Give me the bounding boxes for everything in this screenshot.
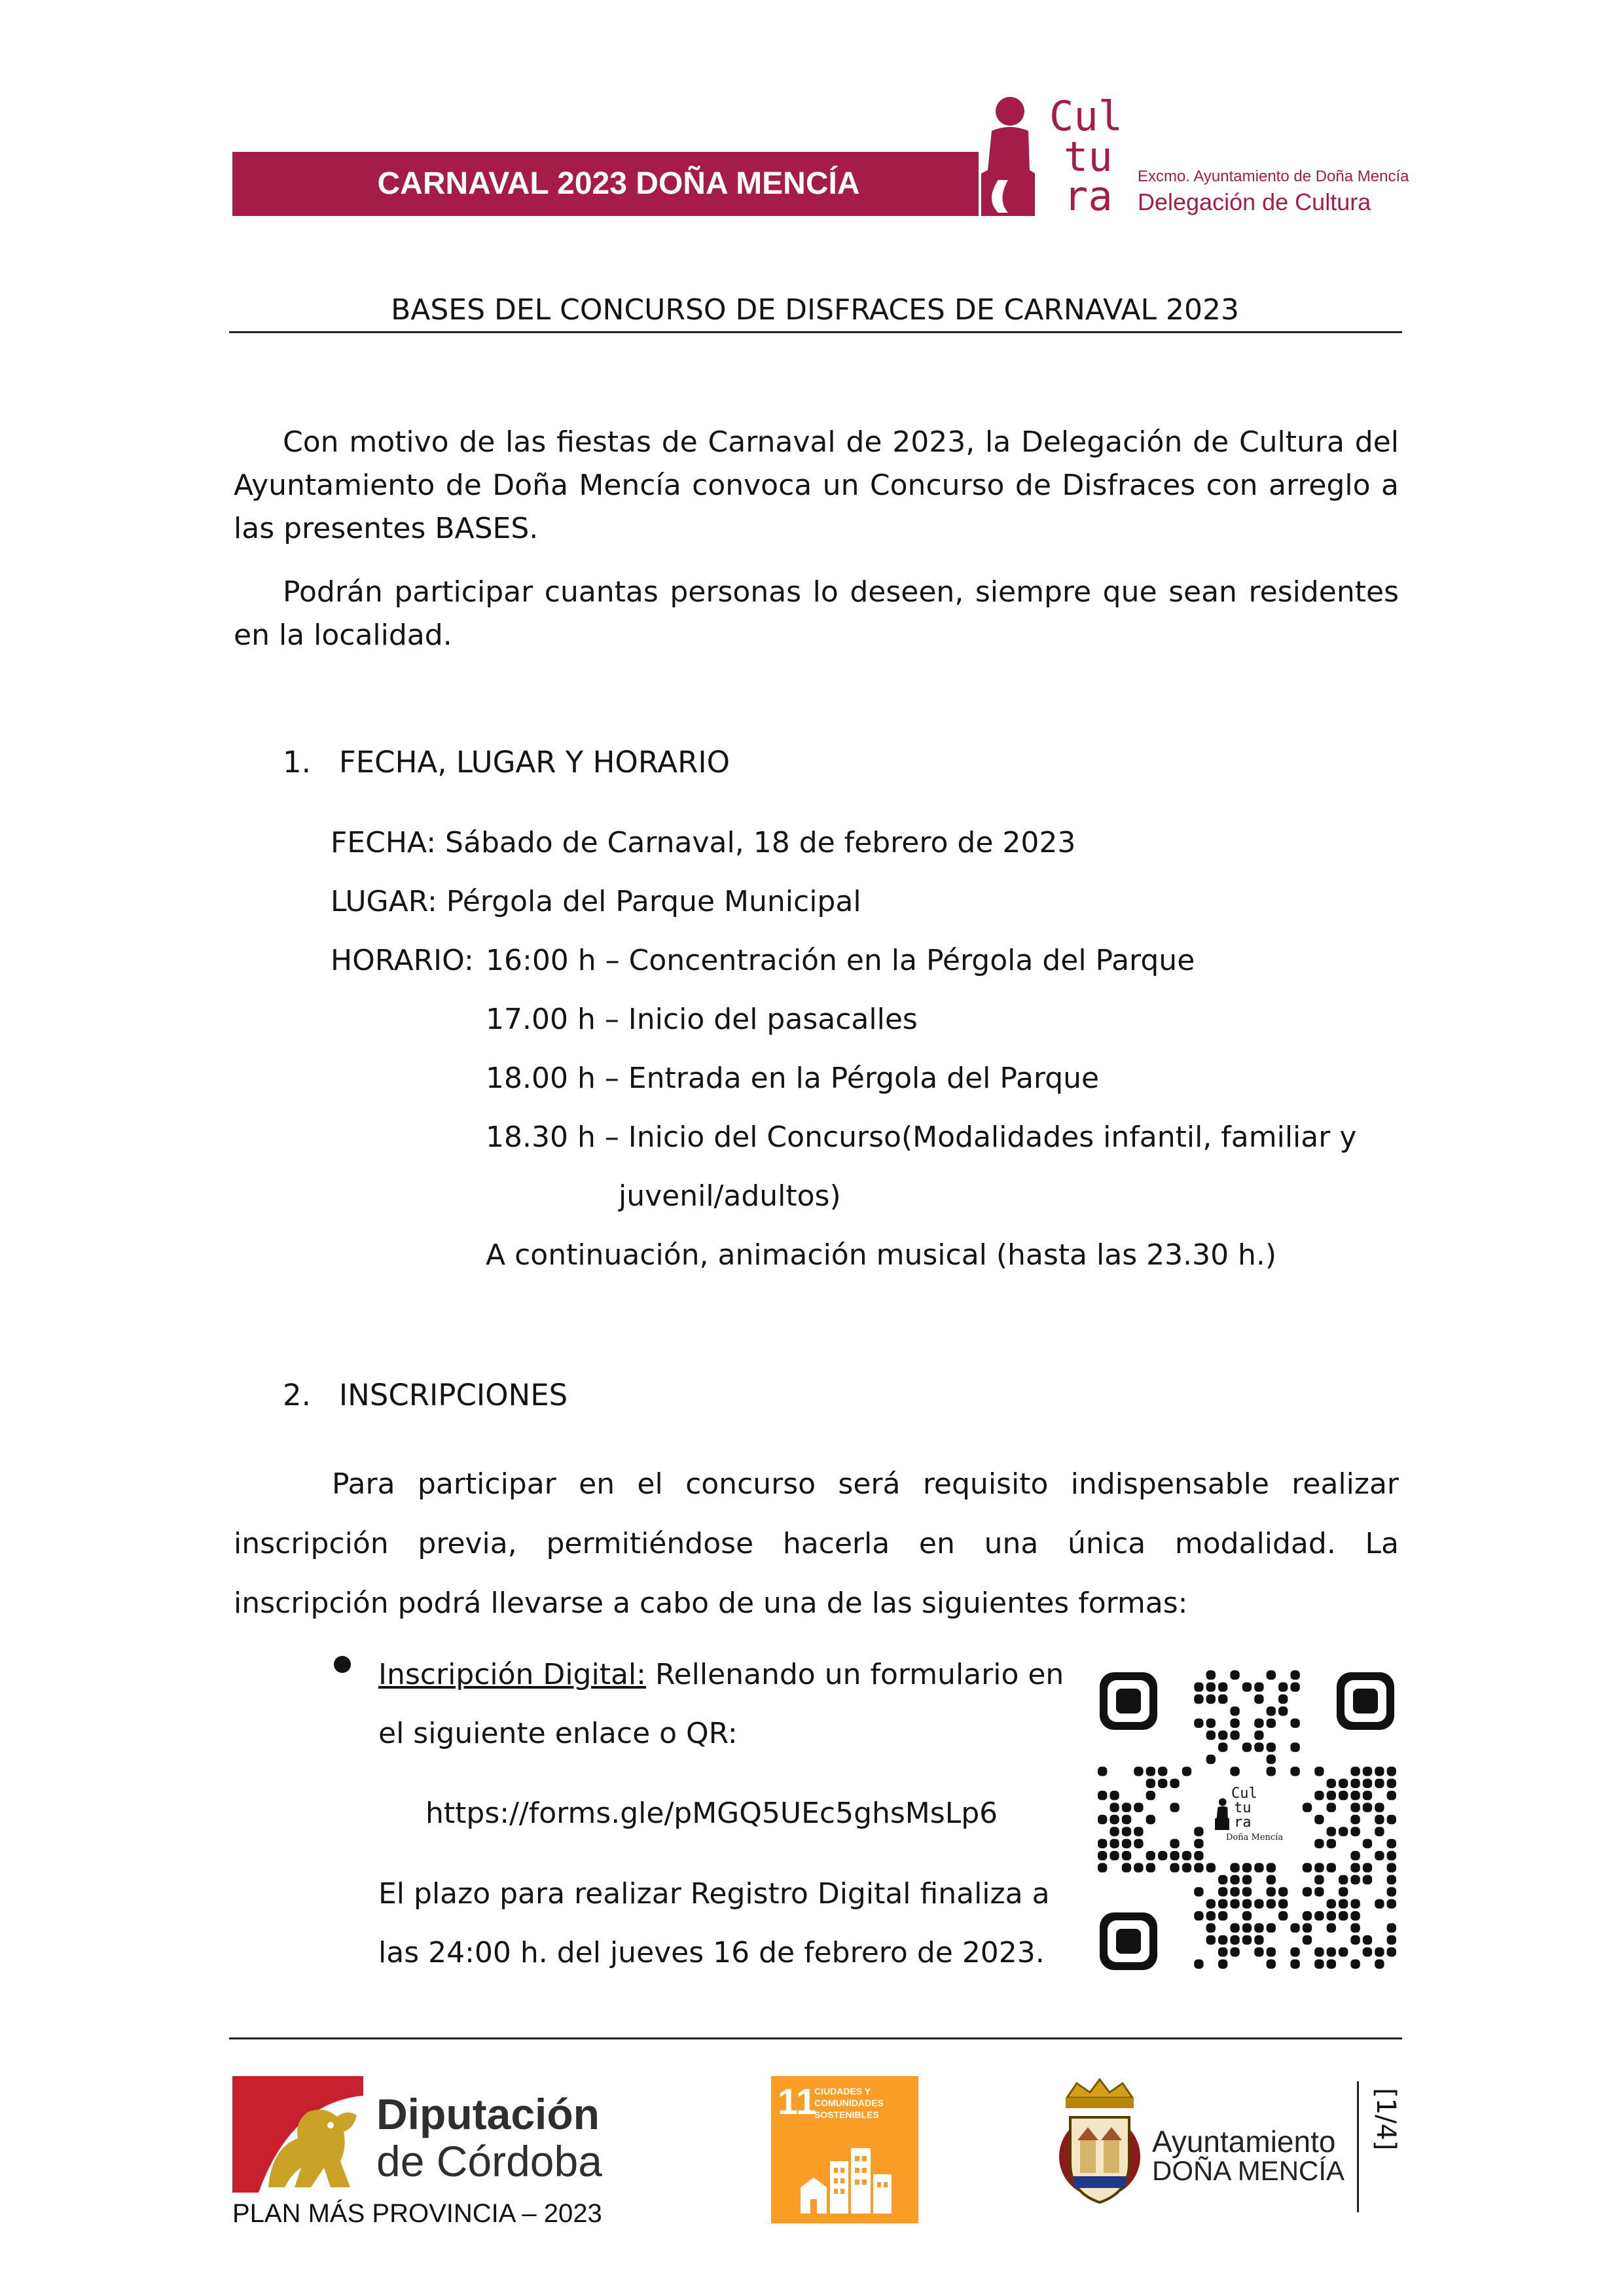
qr-module (1134, 1839, 1143, 1848)
qr-module (1267, 1670, 1276, 1679)
qr-module (1290, 1682, 1299, 1691)
page-number: [1/4] (1371, 2088, 1401, 2151)
qr-module (1122, 1803, 1131, 1812)
horario-item: 17.00 h – Inicio del pasacalles (486, 1003, 918, 1036)
document-title: BASES DEL CONCURSO DE DISFRACES DE CARNAVAL 2023 (391, 293, 1239, 327)
qr-module (1387, 1791, 1396, 1800)
qr-module (1182, 1767, 1191, 1776)
qr-module (1350, 1911, 1360, 1920)
city-buildings-icon (797, 2142, 895, 2214)
qr-module (1363, 1791, 1372, 1800)
qr-logo-sub: Doña Mencía (1226, 1833, 1284, 1842)
qr-module (1254, 1947, 1263, 1956)
horario-item: 18.30 h – Inicio del Concurso(Modalidades infantil, familiar y (486, 1121, 1357, 1154)
qr-module (1290, 1719, 1299, 1728)
qr-module (1314, 1815, 1324, 1824)
qr-module (1350, 1767, 1360, 1776)
qr-module (1350, 1779, 1360, 1788)
qr-module (1339, 1899, 1348, 1909)
bullet-dot (334, 1656, 351, 1673)
qr-module (1327, 1827, 1336, 1836)
qr-module (1267, 1875, 1276, 1884)
qr-module (1278, 1695, 1288, 1704)
qr-module (1375, 1899, 1384, 1909)
qr-module (1339, 1875, 1348, 1884)
qr-module (1267, 1887, 1276, 1896)
qr-logo-l1: Cul (1231, 1785, 1257, 1802)
inscripcion-digital-label: Inscripción Digital: (378, 1658, 646, 1691)
qr-module (1146, 1791, 1155, 1800)
qr-logo-l2: tu (1234, 1800, 1252, 1816)
qr-module (1242, 1887, 1252, 1896)
qr-module (1206, 1719, 1216, 1728)
qr-module (1303, 1803, 1312, 1812)
horario-item: 18.00 h – Entrada en la Pérgola del Parque (486, 1062, 1100, 1095)
qr-module (1327, 1911, 1336, 1920)
qr-module (1387, 1839, 1396, 1848)
qr-module (1170, 1863, 1179, 1872)
qr-module (1387, 1923, 1396, 1932)
qr-module (1194, 1911, 1203, 1920)
qr-module (1350, 1923, 1360, 1932)
cultura-figure-icon (979, 92, 1038, 223)
ayuntamiento-logo (1054, 2078, 1345, 2229)
qr-module (1375, 1803, 1384, 1812)
qr-module (1267, 1742, 1276, 1751)
qr-module (1110, 1803, 1119, 1812)
qr-module (1230, 1887, 1239, 1896)
qr-module (1350, 1791, 1360, 1800)
qr-module (1387, 1767, 1396, 1776)
qr-module (1098, 1851, 1107, 1860)
qr-module (1267, 1767, 1276, 1776)
qr-module (1134, 1827, 1143, 1836)
qr-module (1110, 1791, 1119, 1800)
fecha-value: : Sábado de Carnaval, 18 de febrero de 2023 (426, 826, 1076, 859)
qr-module (1098, 1815, 1107, 1824)
qr-module (1194, 1960, 1203, 1969)
qr-module (1290, 1742, 1299, 1751)
qr-module (1110, 1839, 1119, 1848)
qr-module (1375, 1947, 1384, 1956)
logo-word-1: Cul (1049, 92, 1123, 140)
qr-module (1242, 1923, 1252, 1932)
qr-module (1134, 1863, 1143, 1872)
qr-module (1110, 1851, 1119, 1860)
qr-module (1387, 1899, 1396, 1909)
qr-module (1267, 1923, 1276, 1932)
qr-module (1254, 1695, 1263, 1704)
qr-module (1146, 1815, 1155, 1824)
qr-module (1278, 1706, 1288, 1715)
qr-module (1254, 1742, 1263, 1751)
qr-module (1375, 1960, 1384, 1969)
qr-module (1158, 1767, 1167, 1776)
qr-module (1375, 1827, 1384, 1836)
qr-module (1327, 1791, 1336, 1800)
qr-module (1387, 1863, 1396, 1872)
plan-mas-provincia: PLAN MÁS PROVINCIA – 2023 (232, 2199, 602, 2228)
qr-module (1254, 1719, 1263, 1728)
qr-module (1327, 1960, 1336, 1969)
qr-module (1158, 1851, 1167, 1860)
qr-module (1327, 1839, 1336, 1848)
lugar-label: LUGAR (331, 885, 427, 918)
ayuntamiento-line1: Ayuntamiento (1152, 2125, 1336, 2159)
qr-module (1194, 1851, 1203, 1860)
qr-module (1387, 1779, 1396, 1788)
horario-item: A continuación, animación musical (hasta las 23.30 h.) (486, 1238, 1277, 1272)
qr-module (1218, 1742, 1227, 1751)
qr-module (1218, 1682, 1227, 1691)
qr-module (1230, 1719, 1239, 1728)
qr-module (1387, 1815, 1396, 1824)
qr-module (1170, 1839, 1179, 1848)
bullet-line-1 (378, 1658, 1064, 1691)
qr-module (1303, 1923, 1312, 1932)
qr-module (1218, 1911, 1227, 1920)
logo-word-3: ra (1064, 172, 1113, 220)
qr-module (1230, 1899, 1239, 1909)
qr-module (1206, 1682, 1216, 1691)
qr-module (1387, 1875, 1396, 1884)
qr-module (1327, 1923, 1336, 1932)
qr-module (1242, 1682, 1252, 1691)
qr-module (1218, 1899, 1227, 1909)
qr-module (1206, 1670, 1216, 1679)
cultura-logo (979, 92, 1409, 223)
qr-module (1206, 1899, 1216, 1909)
qr-module (1363, 1947, 1372, 1956)
qr-module (1267, 1960, 1276, 1969)
sdg-text-line: COMUNIDADES (814, 2098, 884, 2108)
qr-module (1206, 1935, 1216, 1945)
qr-module (1170, 1803, 1179, 1812)
qr-module (1375, 1815, 1384, 1824)
qr-module (1350, 1851, 1360, 1860)
qr-module (1242, 1911, 1252, 1920)
qr-module (1314, 1911, 1324, 1920)
qr-module (1230, 1935, 1239, 1945)
qr-module (1290, 1923, 1299, 1932)
qr-module (1278, 1911, 1288, 1920)
qr-module (1146, 1851, 1155, 1860)
qr-module (1387, 1947, 1396, 1956)
qr-module (1230, 1875, 1239, 1884)
diputacion-line1: Diputación (376, 2090, 600, 2138)
qr-logo-l3: ra (1234, 1814, 1252, 1831)
qr-finder-bottom-left (1100, 1912, 1157, 1970)
sdg-number: 11 (778, 2081, 817, 2122)
qr-module (1134, 1803, 1143, 1812)
qr-module (1327, 1947, 1336, 1956)
qr-module (1350, 1803, 1360, 1812)
qr-module (1254, 1731, 1263, 1740)
intro-paragraph-1 (234, 421, 1399, 550)
qr-module (1218, 1875, 1227, 1884)
inscripciones-paragraph (234, 1454, 1399, 1633)
qr-module (1303, 1935, 1312, 1945)
qr-finder-top-right (1337, 1672, 1394, 1730)
qr-module (1230, 1706, 1239, 1715)
qr-module (1122, 1851, 1131, 1860)
sdg-text-line: CIUDADES Y (814, 2086, 871, 2096)
qr-module (1267, 1706, 1276, 1715)
qr-module (1375, 1767, 1384, 1776)
sdg-text-line: SOSTENIBLES (814, 2109, 879, 2120)
qr-module (1218, 1731, 1227, 1740)
qr-module (1339, 1779, 1348, 1788)
qr-module (1194, 1887, 1203, 1896)
qr-module (1110, 1815, 1119, 1824)
qr-module (1242, 1863, 1252, 1872)
qr-module (1363, 1767, 1372, 1776)
fecha-line (331, 826, 1075, 859)
qr-module (1206, 1911, 1216, 1920)
qr-module (1158, 1779, 1167, 1788)
qr-module (1230, 1947, 1239, 1956)
qr-module (1218, 1960, 1227, 1969)
ayuntamiento-line2: DOÑA MENCÍA (1152, 2155, 1345, 2186)
qr-module (1230, 1863, 1239, 1872)
qr-module (1206, 1695, 1216, 1704)
qr-module (1267, 1755, 1276, 1764)
section-1-heading: 1. FECHA, LUGAR Y HORARIO (283, 745, 731, 780)
cultura-figure-icon (1214, 1796, 1230, 1833)
qr-module (1122, 1839, 1131, 1848)
qr-module (1350, 1815, 1360, 1824)
qr-module (1363, 1839, 1372, 1848)
horario-label: HORARIO: (331, 944, 474, 977)
qr-module (1350, 1875, 1360, 1884)
qr-module (1314, 1960, 1324, 1969)
logo-word-2: tu (1064, 133, 1113, 181)
diputacion-line2: de Córdoba (376, 2137, 602, 2185)
qr-module (1218, 1935, 1227, 1945)
qr-module (1290, 1947, 1299, 1956)
qr-module (1375, 1851, 1384, 1860)
qr-module (1290, 1767, 1299, 1776)
sdg-11-badge (771, 2076, 918, 2223)
qr-module (1375, 1779, 1384, 1788)
qr-module (1170, 1851, 1179, 1860)
qr-module (1387, 1887, 1396, 1896)
qr-module (1170, 1779, 1179, 1788)
horario-item: 16:00 h – Concentración en la Pérgola del Parque (486, 944, 1195, 977)
qr-module (1363, 1935, 1372, 1945)
qr-module (1146, 1767, 1155, 1776)
sdg-text (814, 2085, 884, 2121)
qr-module (1206, 1863, 1216, 1872)
qr-module (1254, 1935, 1263, 1945)
qr-module (1387, 1851, 1396, 1860)
qr-module (1230, 1923, 1239, 1932)
qr-module (1122, 1815, 1131, 1824)
qr-module (1242, 1742, 1252, 1751)
qr-module (1218, 1695, 1227, 1704)
qr-module (1303, 1911, 1312, 1920)
qr-module (1278, 1682, 1288, 1691)
qr-module (1218, 1887, 1227, 1896)
qr-module (1363, 1779, 1372, 1788)
qr-module (1314, 1863, 1324, 1872)
qr-module (1182, 1863, 1191, 1872)
intro-text-2: Podrán participar cuantas personas lo deseen, siempre que sean residentes en la localidad. (234, 575, 1399, 652)
qr-module (1350, 1935, 1360, 1945)
registration-link[interactable]: https://forms.gle/pMGQ5UEc5ghsMsLp6 (425, 1797, 998, 1830)
lugar-line (331, 885, 861, 918)
qr-module (1387, 1935, 1396, 1945)
qr-module (1194, 1863, 1203, 1872)
title-underline (229, 331, 1402, 333)
qr-module (1363, 1803, 1372, 1812)
qr-module (1267, 1947, 1276, 1956)
intro-text-1: Con motivo de las fiestas de Carnaval de 2023, la Delegación de Cultura del Ayuntamiento de Doña Mencía convoca un Concurso de Disfraces con arreglo a las presentes BASES. (234, 425, 1399, 545)
qr-module (1146, 1863, 1155, 1872)
qr-module (1327, 1803, 1336, 1812)
qr-module (1314, 1887, 1324, 1896)
qr-center-logo (1214, 1782, 1293, 1854)
qr-module (1194, 1719, 1203, 1728)
qr-module (1218, 1947, 1227, 1956)
qr-module (1146, 1779, 1155, 1788)
qr-module (1327, 1779, 1336, 1788)
qr-module (1314, 1875, 1324, 1884)
qr-module (1098, 1839, 1107, 1848)
qr-module (1339, 1911, 1348, 1920)
diputacion-logo (232, 2076, 602, 2228)
inscripciones-text: Para participar en el concurso será requisito indispensable realizar inscripción previa, permitiéndose hacerla en una única modalidad. La inscripción podrá llevarse a cabo de una de las siguientes formas: (234, 1467, 1399, 1620)
qr-module (1350, 1899, 1360, 1909)
logo-org: Excmo. Ayuntamiento de Doña Mencía (1138, 168, 1409, 185)
coat-of-arms-icon (1054, 2078, 1146, 2209)
qr-module (1122, 1827, 1131, 1836)
qr-module (1314, 1839, 1324, 1848)
qr-module (1303, 1863, 1312, 1872)
qr-module (1122, 1863, 1131, 1872)
qr-module (1254, 1899, 1263, 1909)
qr-module (1098, 1767, 1107, 1776)
intro-paragraph-2 (234, 571, 1399, 657)
qr-module (1314, 1947, 1324, 1956)
qr-module (1350, 1863, 1360, 1872)
qr-module (1254, 1682, 1263, 1691)
qr-module (1230, 1731, 1239, 1740)
qr-module (1230, 1767, 1239, 1776)
qr-module (1363, 1875, 1372, 1884)
qr-module (1206, 1755, 1216, 1764)
bullet-text-2: el siguiente enlace o QR: (378, 1717, 738, 1750)
qr-module (1339, 1887, 1348, 1896)
qr-module (1327, 1863, 1336, 1872)
qr-module (1098, 1863, 1107, 1872)
qr-module (1194, 1682, 1203, 1691)
deadline-line-2: las 24:00 h. del jueves 16 de febrero de 2023. (378, 1936, 1045, 1969)
qr-module (1363, 1863, 1372, 1872)
qr-module (1339, 1827, 1348, 1836)
qr-module (1182, 1851, 1191, 1860)
qr-finder-top-left (1100, 1672, 1157, 1730)
qr-module (1254, 1923, 1263, 1932)
qr-module (1267, 1899, 1276, 1909)
qr-module (1110, 1827, 1119, 1836)
qr-module (1339, 1791, 1348, 1800)
qr-module (1098, 1791, 1107, 1800)
deadline-line-1: El plazo para realizar Registro Digital finaliza a (378, 1877, 1050, 1910)
qr-module (1314, 1791, 1324, 1800)
qr-module (1267, 1863, 1276, 1872)
qr-module (1134, 1767, 1143, 1776)
qr-module (1206, 1923, 1216, 1932)
bullet-text-1: Rellenando un formulario en (645, 1658, 1064, 1691)
qr-module (1339, 1947, 1348, 1956)
footer-rule (229, 2037, 1402, 2039)
qr-module (1350, 1827, 1360, 1836)
qr-module (1254, 1863, 1263, 1872)
horario-item: juvenil/adultos) (619, 1179, 841, 1213)
qr-module (1278, 1887, 1288, 1896)
qr-code[interactable] (1096, 1669, 1398, 1973)
qr-module (1242, 1875, 1252, 1884)
fecha-label: FECHA (331, 826, 427, 859)
section-2-heading: 2. INSCRIPCIONES (283, 1378, 568, 1412)
qr-module (1242, 1899, 1252, 1909)
footer-vertical-rule (1357, 2081, 1359, 2212)
qr-module (1290, 1670, 1299, 1679)
qr-module (1278, 1899, 1288, 1909)
qr-module (1194, 1695, 1203, 1704)
qr-module (1194, 1827, 1203, 1836)
diputacion-emblem-icon (232, 2076, 363, 2193)
qr-module (1350, 1960, 1360, 1969)
header-title: CARNAVAL 2023 DOÑA MENCÍA (377, 166, 860, 201)
qr-module (1194, 1839, 1203, 1848)
qr-module (1230, 1670, 1239, 1679)
qr-module (1327, 1899, 1336, 1909)
qr-module (1290, 1960, 1299, 1969)
lugar-value: : Pérgola del Parque Municipal (427, 885, 861, 918)
qr-module (1267, 1719, 1276, 1728)
qr-module (1303, 1887, 1312, 1896)
qr-module (1314, 1767, 1324, 1776)
logo-dept: Delegación de Cultura (1138, 188, 1371, 215)
qr-module (1242, 1935, 1252, 1945)
qr-module (1206, 1731, 1216, 1740)
